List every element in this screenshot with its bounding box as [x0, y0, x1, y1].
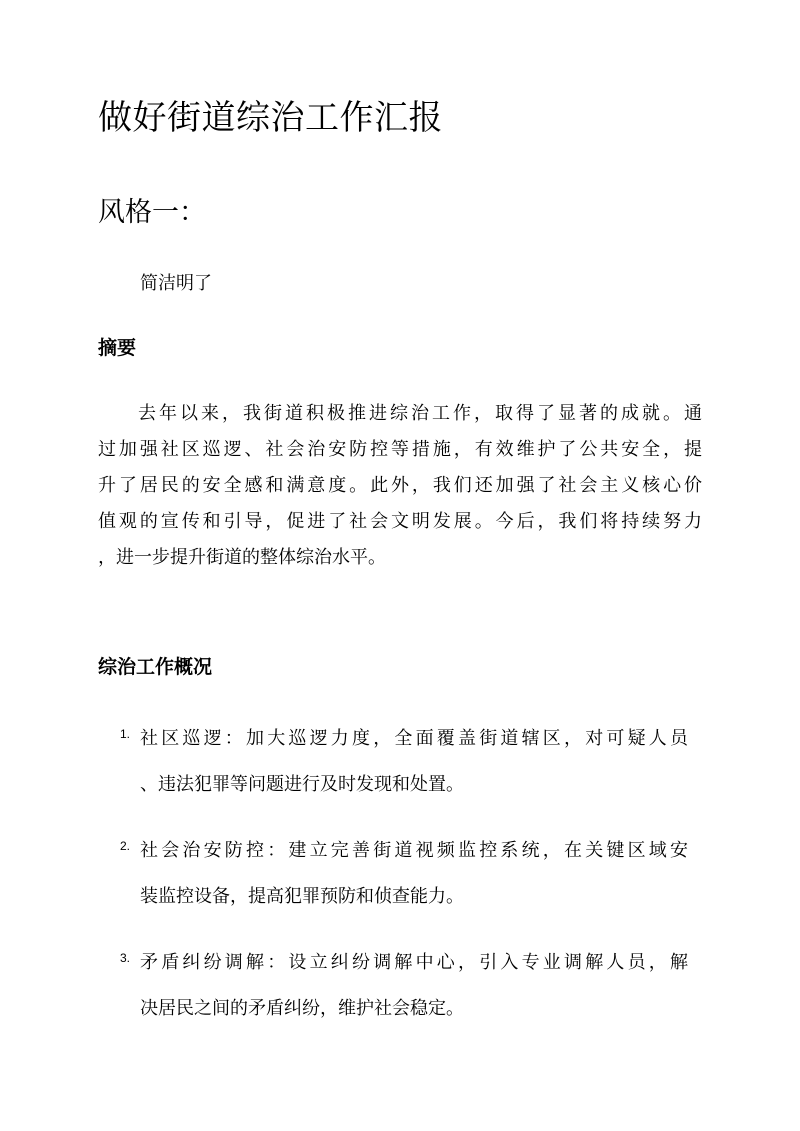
- list-item-line: 、违法犯罪等问题进行及时发现和处置。: [140, 774, 464, 795]
- list-item-text: [140, 716, 688, 808]
- overview-list-item: [98, 828, 702, 940]
- list-item-line: 矛盾纠纷调解：设立纠纷调解中心，引入专业调解人员，解: [140, 952, 688, 973]
- list-item-line: 决居民之间的矛盾纠纷，维护社会稳定。: [140, 998, 464, 1019]
- list-item-line: 社区巡逻：加大巡逻力度，全面覆盖街道辖区，对可疑人员: [140, 728, 688, 749]
- list-item-number: 3.: [120, 951, 131, 965]
- abstract-line: 过加强社区巡逻、社会治安防控等措施，有效维护了公共安全，提: [98, 439, 702, 460]
- overview-list-item: [98, 716, 702, 828]
- style-description: 简洁明了: [140, 273, 212, 294]
- abstract-line: ，进一步提升街道的整体综治水平。: [98, 547, 386, 568]
- list-item-line: 装监控设备，提高犯罪预防和侦查能力。: [140, 886, 464, 907]
- list-item-number: 1.: [120, 727, 131, 741]
- overview-heading: 综治工作概况: [98, 656, 213, 678]
- list-item-line: 社会治安防控：建立完善街道视频监控系统，在关键区域安: [140, 840, 688, 861]
- abstract-paragraph: [98, 396, 702, 576]
- abstract-line: 值观的宣传和引导，促进了社会文明发展。今后，我们将持续努力: [98, 511, 702, 532]
- style-heading: 风格一：: [98, 197, 206, 228]
- abstract-heading: 摘要: [98, 337, 137, 359]
- overview-list: [98, 716, 702, 1052]
- abstract-line: 去年以来，我街道积极推进综治工作，取得了显著的成就。通: [138, 403, 702, 424]
- document-title: 做好街道综治工作汇报: [98, 98, 443, 138]
- list-item-text: [140, 940, 688, 1032]
- overview-list-item: [98, 940, 702, 1052]
- abstract-line: 升了居民的安全感和满意度。此外，我们还加强了社会主义核心价: [98, 475, 702, 496]
- list-item-number: 2.: [120, 839, 131, 853]
- list-item-text: [140, 828, 688, 920]
